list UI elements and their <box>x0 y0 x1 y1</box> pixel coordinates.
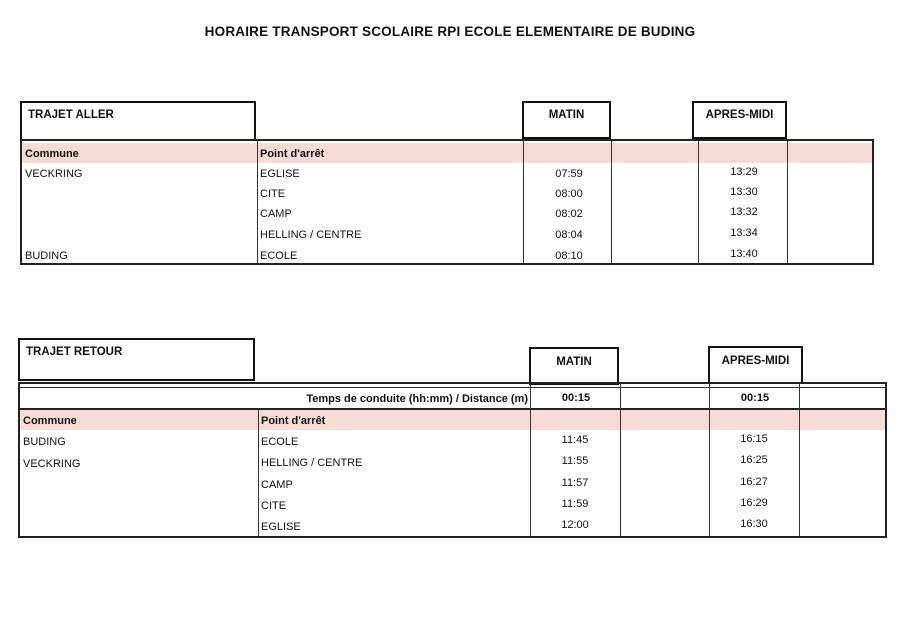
retour-row-5-aprem: 16:30 <box>740 518 768 530</box>
aller-row-2-matin: 08:00 <box>555 188 583 200</box>
retour-aprem-label: APRES-MIDI <box>721 355 790 367</box>
aller-table <box>20 139 874 265</box>
retour-row-4-point: CITE <box>261 500 287 512</box>
retour-row-1-point: ECOLE <box>261 436 299 448</box>
retour-label-box <box>18 338 255 381</box>
retour-row-1-commune: BUDING <box>23 436 66 448</box>
retour-matin-label: MATIN <box>556 356 592 368</box>
retour-row-4-aprem: 16:29 <box>740 497 768 509</box>
aller-row-5-aprem: 13:40 <box>730 248 758 260</box>
retour-col-commune: Commune <box>23 415 77 427</box>
aller-row-3-matin: 08:02 <box>555 208 583 220</box>
retour-row-1-matin: 11:45 <box>561 434 589 446</box>
aller-label: TRAJET ALLER <box>28 109 114 121</box>
aller-aprem-label: APRES-MIDI <box>705 109 774 121</box>
aller-row-2-point: CITE <box>260 188 286 200</box>
retour-table <box>18 382 887 538</box>
aller-row-1-commune: VECKRING <box>25 168 83 180</box>
aller-row-3-point: CAMP <box>260 208 292 220</box>
page-title: HORAIRE TRANSPORT SCOLAIRE RPI ECOLE ELEMENTAIRE DE BUDING <box>204 24 696 39</box>
aller-matin-label: MATIN <box>548 109 585 121</box>
retour-row-3-matin: 11:57 <box>561 477 589 489</box>
aller-row-4-aprem: 13:34 <box>730 227 758 239</box>
aller-row-5-commune: BUDING <box>25 250 68 262</box>
aller-col-commune: Commune <box>25 148 79 160</box>
retour-row-2-aprem: 16:25 <box>740 454 768 466</box>
retour-temps-matin: 00:15 <box>561 392 591 404</box>
aller-header-row <box>22 143 872 163</box>
aller-col-point: Point d'arrêt <box>260 148 325 160</box>
aller-row-4-matin: 08:04 <box>555 229 583 241</box>
retour-temps-label: Temps de conduite (hh:mm) / Distance (m) <box>306 393 528 405</box>
retour-col-point: Point d'arrêt <box>261 415 326 427</box>
retour-row-5-point: EGLISE <box>261 521 301 533</box>
aller-row-5-point: ECOLE <box>260 250 298 262</box>
retour-aprem-box <box>708 346 803 384</box>
retour-row-2-commune: VECKRING <box>23 458 81 470</box>
aller-row-4-point: HELLING / CENTRE <box>260 229 362 241</box>
aller-matin-box <box>522 101 611 139</box>
aller-label-box <box>20 101 256 141</box>
retour-row-5-matin: 12:00 <box>561 519 589 531</box>
retour-label: TRAJET RETOUR <box>26 346 123 358</box>
aller-row-1-point: EGLISE <box>260 168 300 180</box>
retour-row-3-aprem: 16:27 <box>740 476 768 488</box>
retour-row-2-matin: 11:55 <box>561 455 589 467</box>
retour-row-1-aprem: 16:15 <box>740 433 768 445</box>
retour-row-4-matin: 11:59 <box>561 498 589 510</box>
aller-row-5-matin: 08:10 <box>555 250 583 262</box>
aller-row-3-aprem: 13:32 <box>730 206 758 218</box>
retour-row-3-point: CAMP <box>261 479 293 491</box>
retour-matin-box <box>529 347 619 385</box>
retour-header-row <box>20 410 885 430</box>
aller-row-1-aprem: 13:29 <box>730 166 758 178</box>
retour-row-2-point: HELLING / CENTRE <box>261 457 363 469</box>
aller-row-2-aprem: 13:30 <box>730 186 758 198</box>
aller-aprem-box <box>692 101 787 139</box>
retour-temps-aprem: 00:15 <box>740 392 770 404</box>
aller-row-1-matin: 07:59 <box>555 168 583 180</box>
